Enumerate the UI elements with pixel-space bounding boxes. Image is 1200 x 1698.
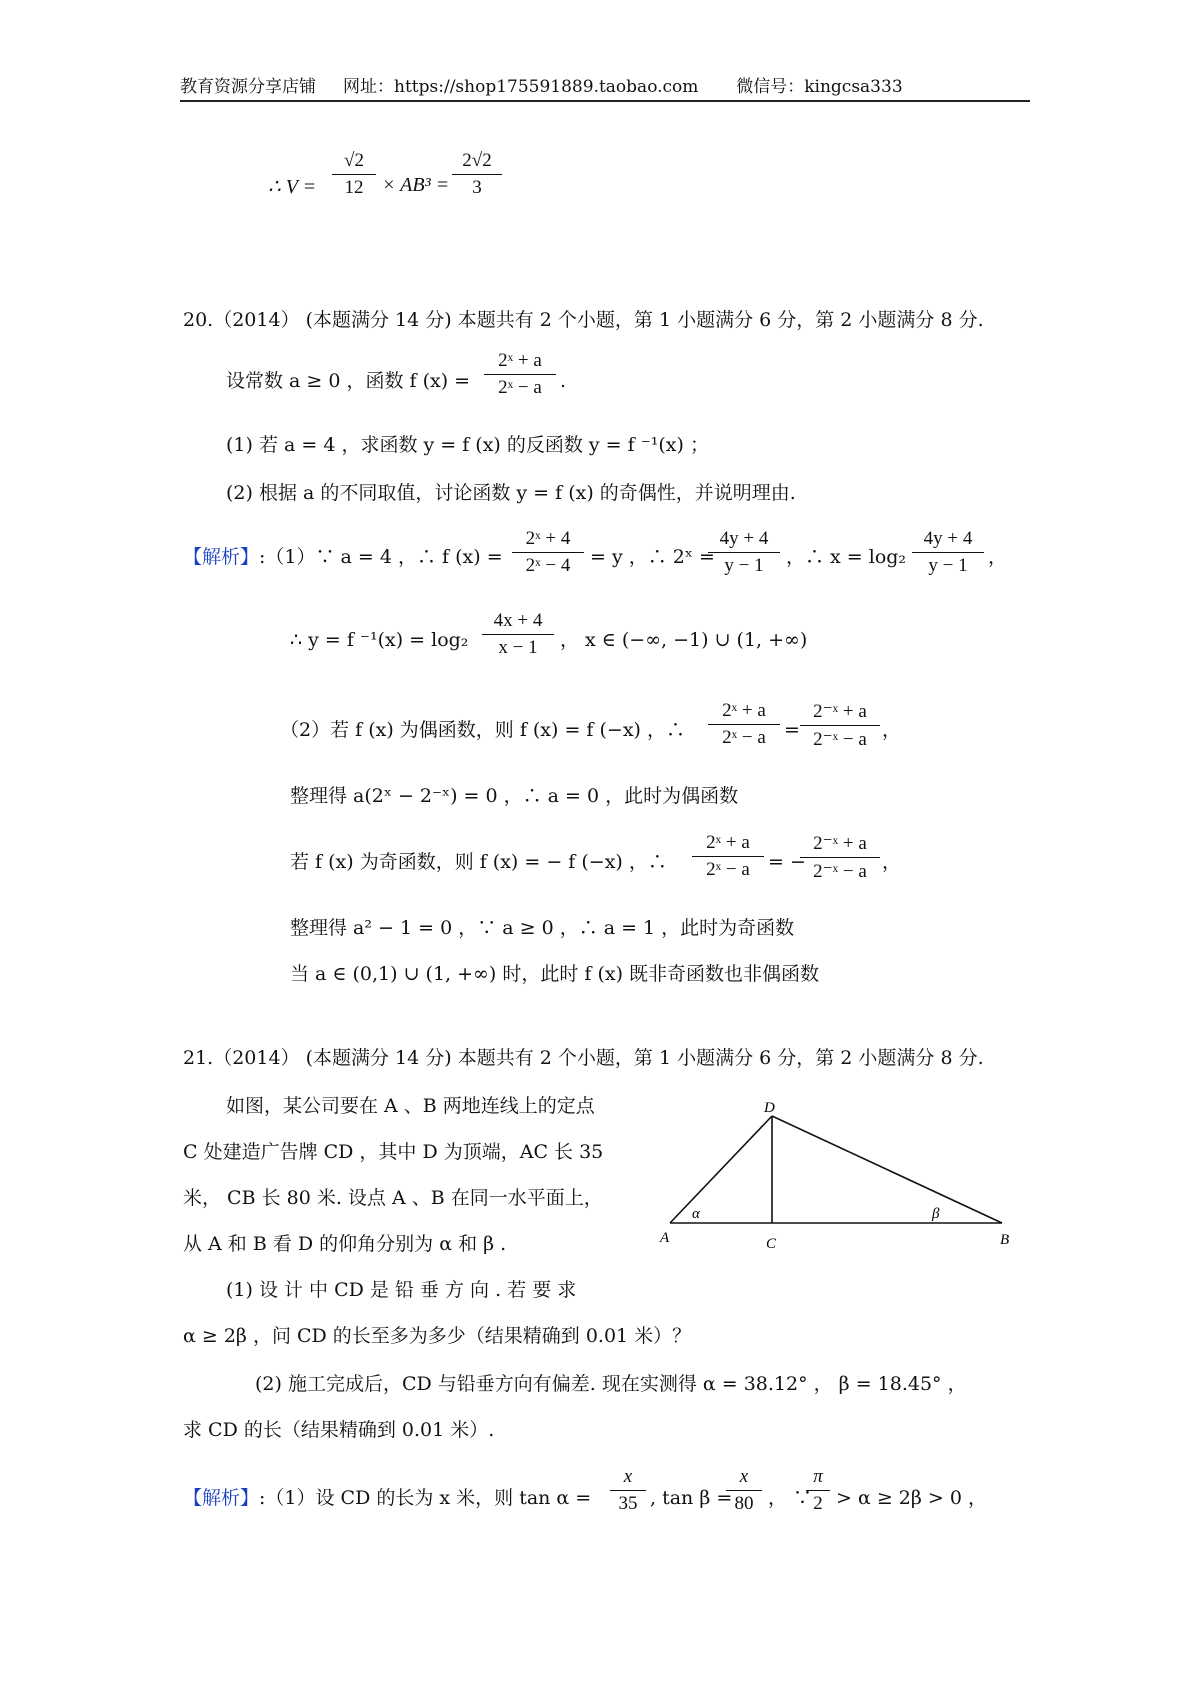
fraction-denominator: 2ˣ − a [484, 374, 556, 399]
sol20-line1 [183, 545, 503, 569]
page-header [180, 72, 1030, 97]
fraction-numerator: x [623, 1466, 633, 1487]
billboard-figure [650, 1098, 1030, 1258]
fraction-numerator: 2⁻ˣ + a [813, 701, 867, 722]
sol20-l5a: 若 f (x) 为奇函数，则 f (x) = − f (−x) ，∴ [290, 851, 667, 873]
sol20-l3a: （2）若 f (x) 为偶函数，则 f (x) = f (−x) ，∴ [280, 719, 686, 741]
sol20-l1d: ， [988, 546, 1008, 568]
fraction-denominator: 3 [452, 174, 502, 199]
db-line [772, 1116, 1002, 1223]
sol20-even-fraction-1 [708, 700, 780, 749]
sol20-l2b: ， x ∈ (−∞, −1) ∪ (1, +∞) [560, 629, 808, 651]
fraction-denominator: 2 [806, 1490, 830, 1515]
fraction-denominator: 80 [726, 1490, 762, 1515]
fraction-numerator: 4y + 4 [923, 528, 973, 549]
q21-p3: 米， CB 长 80 米. 设点 A 、B 在同一水平面上， [183, 1187, 603, 1209]
q21-p7: (2) 施工完成后，CD 与铅垂方向有偏差. 现在实测得 α = 38.12° ， β = 18.45° ， [255, 1373, 967, 1395]
q21-p2: C 处建造广告牌 CD ，其中 D 为顶端，AC 长 35 [183, 1141, 604, 1163]
header-url[interactable]: https://shop175591889.taobao.com [394, 77, 699, 97]
q20-part1: (1) 若 a = 4 ，求函数 y = f (x) 的反函数 y = f ⁻¹(x) ； [226, 434, 709, 456]
fraction-numerator: √2 [344, 150, 364, 171]
fraction-numerator: 2⁻ˣ + a [813, 833, 867, 854]
q20-intro-fraction [484, 350, 556, 399]
sol21-b: , tan β = [650, 1487, 733, 1509]
sol20-odd-fraction-2 [800, 832, 880, 883]
beta-label: β [932, 1206, 940, 1222]
sol20-fraction-2 [708, 528, 780, 577]
solution-tag: 【解析】 [183, 1487, 260, 1509]
fraction-denominator: y − 1 [912, 552, 984, 577]
sol20-odd-fraction-1 [692, 832, 764, 881]
sol20-l7: 当 a ∈ (0,1) ∪ (1, +∞) 时，此时 f (x) 既非奇函数也非偶函数 [290, 963, 820, 985]
sol20-l5-end: ， [882, 851, 902, 873]
fraction-numerator: 4y + 4 [719, 528, 769, 549]
header-wechat-label: 微信号： [736, 77, 805, 97]
fraction-denominator: y − 1 [708, 552, 780, 577]
sol21-pi-fraction [806, 1466, 830, 1515]
q20-heading: 20.（2014） (本题满分 14 分) 本题共有 2 个小题，第 1 小题满分 6 分，第 2 小题满分 8 分. [183, 309, 984, 331]
point-c-label: C [766, 1236, 777, 1252]
sol20-l5-eq: = − [768, 851, 806, 873]
fraction-denominator: 2ˣ − a [708, 724, 780, 749]
q21-p8: 求 CD 的长（结果精确到 0.01 米）. [183, 1419, 495, 1441]
sol20-l6: 整理得 a² − 1 = 0 ，∵ a ≥ 0 ，∴ a = 1 ，此时为奇函数 [290, 917, 795, 939]
sol20-l1b: = y ，∴ 2ˣ = [590, 546, 715, 568]
q20-intro: 设常数 a ≥ 0 ，函数 f (x) = [226, 370, 471, 392]
q20-intro-end: . [560, 370, 567, 392]
point-a-label: A [660, 1230, 670, 1246]
sol21-a: :（1）设 CD 的长为 x 米，则 tan α = [259, 1487, 592, 1509]
q21-p6: α ≥ 2β ，问 CD 的长至多为多少（结果精确到 0.01 米）？ [183, 1325, 692, 1347]
alpha-label: α [692, 1206, 700, 1222]
sol20-fraction-1 [512, 528, 584, 577]
sol20-even-fraction-2 [800, 700, 880, 751]
header-rule [180, 100, 1030, 102]
sol21-d: > α ≥ 2β > 0 ， [836, 1487, 987, 1509]
fraction-numerator: 2ˣ + a [706, 832, 750, 853]
header-shop: 教育资源分享店铺 [180, 77, 316, 97]
sol20-inverse-fraction [482, 610, 554, 659]
sol20-l4: 整理得 a(2ˣ − 2⁻ˣ) = 0 ，∴ a = 0 ，此时为偶函数 [290, 785, 739, 807]
sol20-fraction-3 [912, 528, 984, 577]
q21-p4: 从 A 和 B 看 D 的仰角分别为 α 和 β . [183, 1233, 507, 1255]
q21-p5: (1) 设 计 中 CD 是 铅 垂 方 向 . 若 要 求 [226, 1279, 577, 1301]
fraction-numerator: 2ˣ + a [498, 350, 542, 371]
sol21-tan-beta-fraction [726, 1466, 762, 1515]
fraction-denominator: 2⁻ˣ − a [800, 857, 880, 883]
sol21-c: ， ∵ [768, 1487, 813, 1509]
fraction-denominator: 35 [610, 1490, 646, 1515]
sol21-tan-alpha-fraction [610, 1466, 646, 1515]
fraction-numerator: x [739, 1466, 749, 1487]
sol20-l3-eq: = [784, 719, 800, 741]
solution-tag: 【解析】 [183, 546, 260, 568]
ad-line [670, 1116, 772, 1223]
q20-part2: (2) 根据 a 的不同取值，讨论函数 y = f (x) 的奇偶性，并说明理由. [226, 482, 796, 504]
fraction-numerator: 2ˣ + a [722, 700, 766, 721]
point-d-label: D [764, 1100, 775, 1116]
fraction-numerator: π [813, 1466, 823, 1487]
fraction-denominator: 12 [332, 174, 376, 199]
header-wechat: kingcsa333 [804, 77, 903, 97]
fraction-denominator: 2ˣ − 4 [512, 552, 584, 577]
point-b-label: B [1000, 1232, 1010, 1248]
sol20-l1a: :（1）∵ a = 4 ，∴ f (x) = [259, 546, 503, 568]
fraction-denominator: 2ˣ − a [692, 856, 764, 881]
volume-fraction-1 [332, 150, 376, 199]
q21-p1: 如图，某公司要在 A 、B 两地连线上的定点 [226, 1095, 595, 1117]
sol20-l2a: ∴ y = f ⁻¹(x) = log₂ [290, 629, 469, 651]
sol20-l3-end: ， [882, 719, 902, 741]
sol21-line [183, 1486, 591, 1510]
fraction-numerator: 4x + 4 [493, 610, 543, 631]
volume-fraction-2 [452, 150, 502, 199]
fraction-denominator: x − 1 [482, 634, 554, 659]
header-url-label: 网址： [343, 77, 395, 97]
fraction-numerator: 2√2 [462, 150, 492, 171]
volume-lead: ∴ V = [268, 176, 317, 198]
q21-heading: 21.（2014） (本题满分 14 分) 本题共有 2 个小题，第 1 小题满分 6 分，第 2 小题满分 8 分. [183, 1047, 984, 1069]
fraction-denominator: 2⁻ˣ − a [800, 725, 880, 751]
volume-mid: × AB³ = [382, 174, 450, 196]
sol20-l1c: ，∴ x = log₂ [786, 546, 907, 568]
fraction-numerator: 2ˣ + 4 [525, 528, 571, 549]
